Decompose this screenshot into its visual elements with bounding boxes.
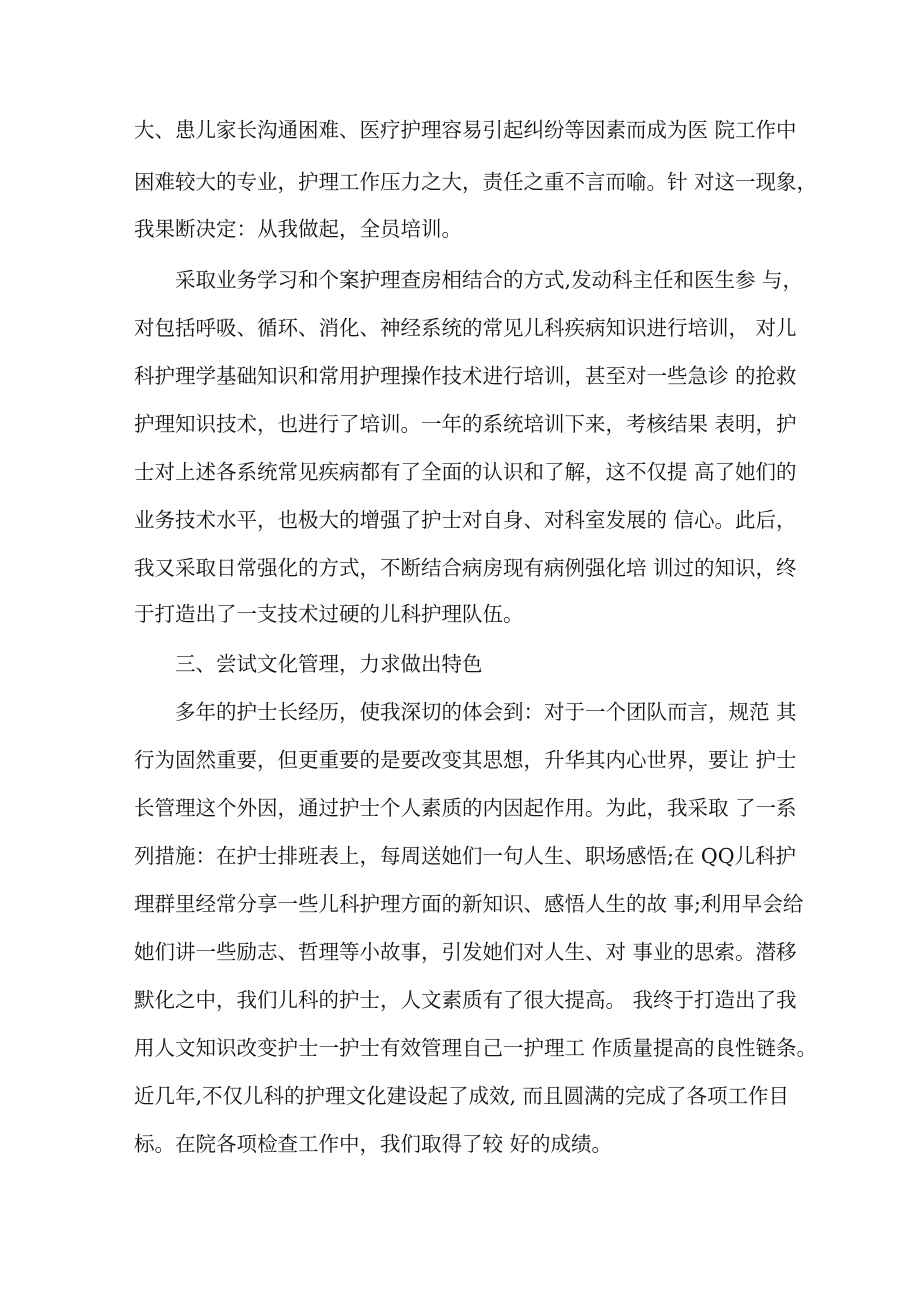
text-line-1: 大、患儿家长沟通困难、医疗护理容易引起纠纷等因素而成为医 院工作中 bbox=[134, 118, 797, 142]
text-line-16: 列措施：在护士排班表上，每周送她们一句人生、职场感悟;在 QQ儿科护 bbox=[134, 844, 797, 868]
section-heading: 三、尝试文化管理，力求做出特色 bbox=[175, 652, 483, 676]
text-line-2: 困难较大的专业，护理工作压力之大，责任之重不言而喻。针 对这一现象， bbox=[134, 170, 818, 194]
text-line-3: 我果断决定：从我做起，全员培训。 bbox=[134, 217, 462, 241]
text-line-14: 行为固然重要，但更重要的是要改变其思想，升华其内心世界，要让 护士 bbox=[134, 748, 797, 772]
text-line-9: 业务技术水平，也极大的增强了护士对自身、对科室发展的 信心。此后， bbox=[134, 508, 797, 532]
text-line-18: 她们讲一些励志、哲理等小故事，引发她们对人生、对 事业的思索。潜移 bbox=[134, 940, 797, 964]
text-line-6: 科护理学基础知识和常用护理操作技术进行培训，甚至对一些急诊 的抢救 bbox=[134, 364, 797, 388]
text-line-11: 于打造出了一支技术过硬的儿科护理队伍。 bbox=[134, 602, 524, 626]
text-line-4: 采取业务学习和个案护理查房相结合的方式,发动科主任和医生参 与， bbox=[175, 268, 804, 292]
text-line-10: 我又采取日常强化的方式，不断结合病房现有病例强化培 训过的知识，终 bbox=[134, 556, 797, 580]
text-line-20: 用人文知识改变护士一护士有效管理自己一护理工 作质量提高的良性链条。 bbox=[134, 1036, 818, 1060]
text-line-13: 多年的护士长经历，使我深切的体会到：对于一个团队而言，规范 其 bbox=[175, 700, 797, 724]
text-line-17: 理群里经常分享一些儿科护理方面的新知识、感悟人生的故 事;利用早会给 bbox=[134, 892, 804, 916]
text-line-8: 士对上述各系统常见疾病都有了全面的认识和了解，这不仅提 高了她们的 bbox=[134, 460, 797, 484]
text-line-19: 默化之中，我们儿科的护士，人文素质有了很大提高。 我终于打造出了我 bbox=[134, 988, 797, 1012]
text-line-7: 护理知识技术，也进行了培训。一年的系统培训下来，考核结果 表明，护 bbox=[134, 412, 797, 436]
text-line-5: 对包括呼吸、循环、消化、神经系统的常见儿科疾病知识进行培训， 对儿 bbox=[134, 316, 797, 340]
text-line-21: 近几年,不仅儿科的护理文化建设起了成效, 而且圆满的完成了各项工作目 bbox=[134, 1084, 790, 1108]
text-line-22: 标。在院各项检查工作中，我们取得了较 好的成绩。 bbox=[134, 1132, 613, 1156]
text-line-15: 长管理这个外因，通过护士个人素质的内因起作用。为此，我采取 了一系 bbox=[134, 796, 797, 820]
